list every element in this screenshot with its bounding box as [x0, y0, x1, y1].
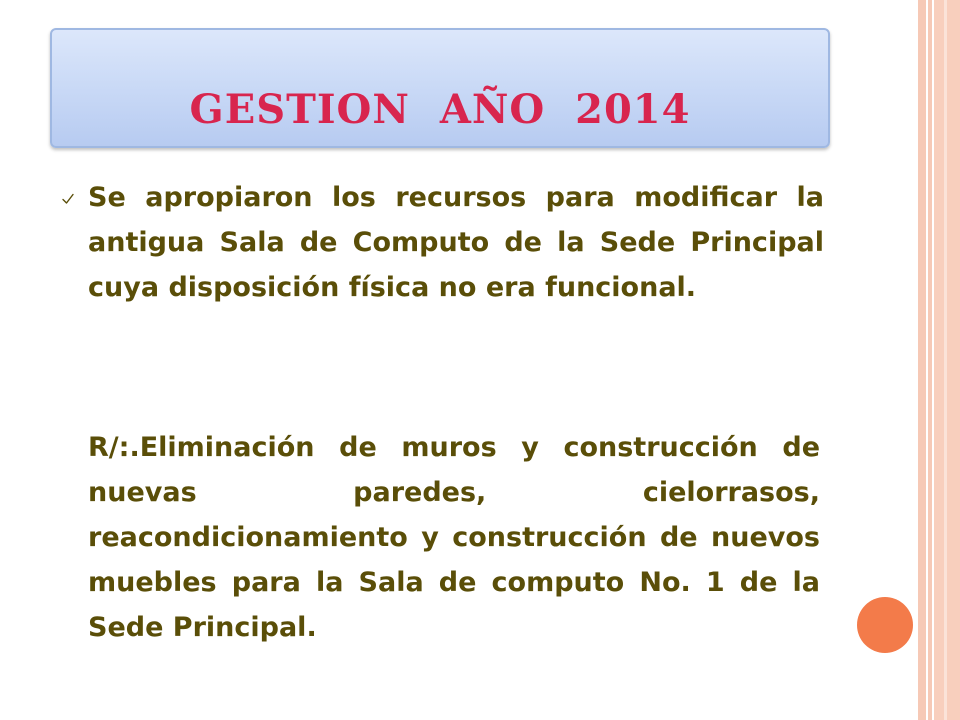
side-stripe [918, 0, 926, 720]
bullet-paragraph: Se apropiaron los recursos para modificar la antigua Sala de Computo de la Sede Principal cuya disposición física no era funcional. [88, 182, 824, 303]
slide-title: GESTION AÑO 2014 [189, 86, 691, 133]
side-stripe-band [934, 0, 960, 720]
title-box [50, 28, 830, 148]
side-stripe-highlight [944, 0, 947, 720]
accent-circle [857, 597, 913, 653]
check-icon [62, 193, 74, 205]
response-paragraph: R/:.Eliminación de muros y construcción de nuevas paredes, cielorrasos, reacondicionamiento y construcción de nuevos muebles para la Sala de computo No. 1 de la Sede Principal. [88, 432, 820, 643]
